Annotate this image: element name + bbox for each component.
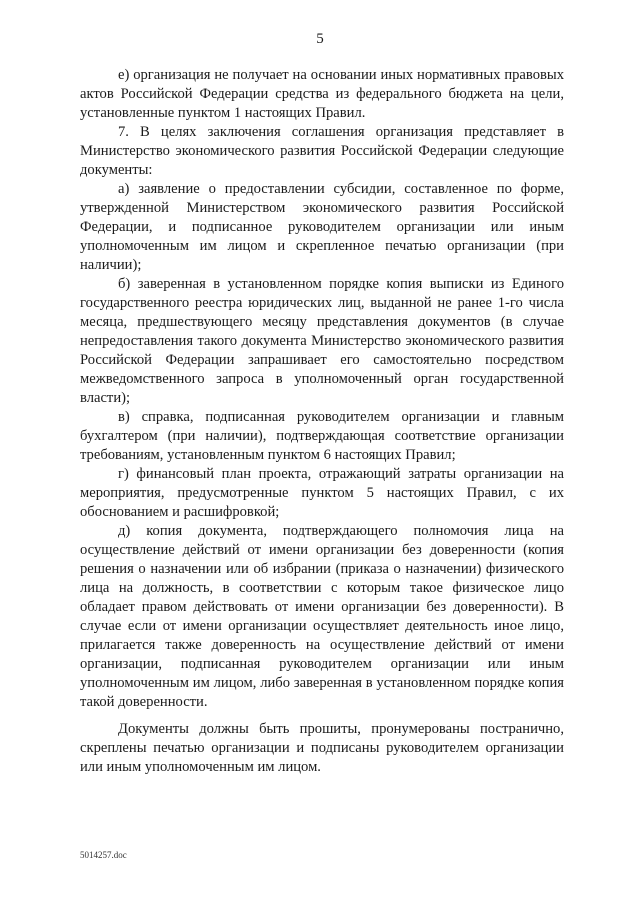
page-number: 5 xyxy=(316,31,324,47)
paragraph-item-b: б) заверенная в установленном порядке копия выписки из Единого государственного реестра юридических лиц, выданной не ранее 1-го числа месяца, предшествующего месяцу представления документов (в случае непредоставления такого документа Министерство экономического развития Российской Федерации запрашивает его самостоятельно посредством межведомственного запроса в уполномоченный орган государственной власти); xyxy=(80,276,564,406)
paragraph-item-a: а) заявление о предоставлении субсидии, составленное по форме, утвержденной Министерством экономического развития Российской Федерации, и подписанное руководителем организации или иным уполномоченным им лицом и скрепленное печатью организации (при наличии); xyxy=(80,181,564,273)
document-body xyxy=(80,66,564,777)
paragraph-item-v: в) справка, подписанная руководителем организации и главным бухгалтером (при наличии), подтверждающая соответствие организации требованиям, установленным пунктом 6 настоящих Правил; xyxy=(80,409,564,463)
paragraph-documents-requirements: Документы должны быть прошиты, пронумерованы постранично, скреплены печатью организации и подписаны руководителем организации или иным уполномоченным им лицом. xyxy=(80,721,564,775)
paragraph-item-d: д) копия документа, подтверждающего полномочия лица на осуществление действий от имени организации без доверенности (копия решения о назначении или об избрании (приказа о назначении) физического лица на должность, в соответствии с которым такое физическое лицо обладает правом действовать от имени организации без доверенности). В случае если от имени организации осуществляет деятельность иное лицо, прилагается также доверенность на осуществление действий от имени организации, подписанная руководителем организации или иным уполномоченным им лицом, либо заверенная в установленном порядке копия такой доверенности. xyxy=(80,523,564,710)
paragraph-item-e: е) организация не получает на основании иных нормативных правовых актов Российской Федерации средства из федерального бюджета на цели, установленные пунктом 1 настоящих Правил. xyxy=(80,67,564,121)
footer-filename: 5014257.doc xyxy=(80,850,127,860)
paragraph-clause-7: 7. В целях заключения соглашения организация представляет в Министерство экономического развития Российской Федерации следующие документы: xyxy=(80,124,564,178)
paragraph-item-g: г) финансовый план проекта, отражающий затраты организации на мероприятия, предусмотренные пунктом 5 настоящих Правил, с их обоснованием и расшифровкой; xyxy=(80,466,564,520)
